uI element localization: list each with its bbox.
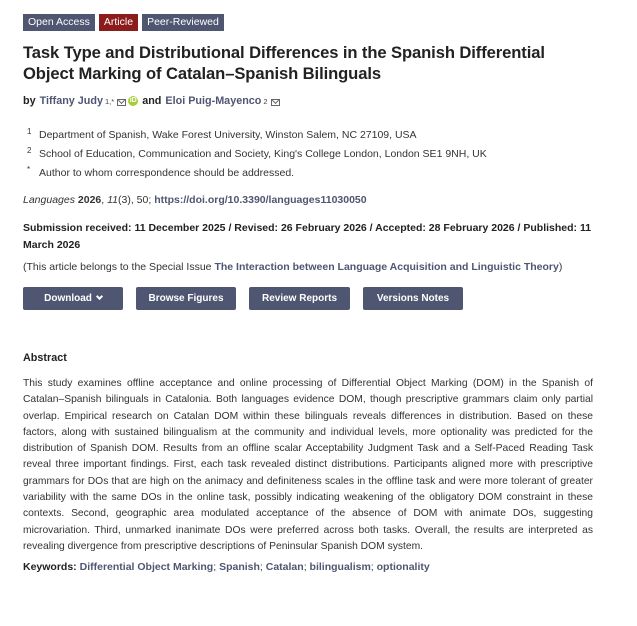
keyword-link[interactable]: Spanish [219,561,260,574]
keywords-label: Keywords: [23,561,77,574]
affiliation-item [23,144,593,163]
publication-dates: Submission received: 11 December 2025 / Revised: 26 February 2026 / Accepted: 28 February 2026 / Published: 11 March 2026 [23,222,592,251]
and-label: and [142,95,162,107]
affiliation-number: 1 [27,127,32,136]
versions-notes-button[interactable]: Versions Notes [363,287,463,310]
article-header [23,14,593,575]
keyword-link[interactable]: Catalan [265,561,304,574]
keyword-separator: ; [370,561,374,574]
action-buttons [23,287,593,310]
author-affil-sup: 2 [263,96,268,106]
affiliations [23,125,593,182]
author-link-puig-mayenco[interactable]: Eloi Puig-Mayenco [165,95,262,107]
keyword-separator: ; [213,561,217,574]
orcid-icon[interactable]: iD [129,97,137,104]
keyword-separator: ; [259,561,263,574]
special-issue-prefix: (This article belongs to the Special Issue [23,261,212,273]
doi-link[interactable]: https://doi.org/10.3390/languages11030050 [154,194,367,206]
email-icon[interactable] [271,99,280,106]
affiliation-text: Author to whom correspondence should be addressed. [39,166,295,179]
author-line [23,94,593,108]
by-label: by [23,95,36,107]
open-access-badge[interactable]: Open Access [23,14,95,31]
citation-issue-pages: (3), 50; [118,194,152,206]
browse-figures-button[interactable]: Browse Figures [136,287,236,310]
special-issue-note [23,261,593,275]
special-issue-link[interactable]: The Interaction between Language Acquisition and Linguistic Theory [214,261,559,273]
journal-name: Languages [23,194,75,206]
author-link-judy[interactable]: Tiffany Judy [39,95,104,107]
special-issue-suffix: ) [558,261,563,273]
badge-row [23,14,593,31]
affiliation-number: * [27,165,31,174]
citation-line: Languages 2026, 11(3), 50; https://doi.org/10.3390/languages11030050 [23,194,367,206]
article-type-badge: Article [99,14,138,31]
affiliation-item [23,125,593,144]
affiliation-text: Department of Spanish, Wake Forest University, Winston Salem, NC 27109, USA [39,128,417,141]
affiliation-item [23,163,593,182]
keyword-link[interactable]: optionality [376,561,430,574]
keyword-link[interactable]: bilingualism [309,561,371,574]
abstract-heading: Abstract [23,352,67,364]
chevron-down-icon [96,293,103,300]
citation-year: 2026 [77,194,102,206]
download-label: Download [44,293,92,304]
email-icon[interactable] [117,99,126,106]
affiliation-number: 2 [27,146,32,155]
article-title: Task Type and Distributional Differences in the Spanish Differential Object Marking of Catalan–Spanish Bilinguals [23,43,545,83]
keywords-line [23,561,593,575]
peer-reviewed-badge[interactable]: Peer-Reviewed [142,14,224,31]
affiliation-text: School of Education, Communication and Society, King's College London, London SE1 9NH, UK [39,147,487,160]
author-affil-sup: 1,* [105,96,115,106]
download-button[interactable] [23,287,123,310]
keyword-separator: ; [303,561,307,574]
citation-volume: 11 [107,194,118,206]
abstract-text: This study examines offline acceptance and online processing of Differential Object Marking (DOM) in the Spanish of Catalan–Spanish bilinguals in Catalonia. Both languages evidence DOM, though prescriptive grammars claim only partial overlap. Empirical research on Catalan DOM within these bilinguals reveals differences in distribution. Based on these factors, along with sustained bilingualism at the community and individual levels, more optionality was predicted for the distribution of Spanish DOM. Results from an offline scalar Acceptability Judgment Task and a Self-Paced Reading Task reveal three important findings. First, each task revealed distinct distributions. Participants aligned more with prescriptive grammars for DOs that are high on the animacy and definiteness scales in the offline task and were more tolerant of greater variability with the same DOs in the online task, possibly indicating weakening of the obligatory DOM constraint in these contexts. Second, geographic area modulated acceptance of the absence of DOM with animate DOs, suggesting microvariation. Third, unmarked inanimate DOs were preferred across both tasks. Overall, the results are interpreted as revealing divergence from prescriptive descriptions of Peninsular Spanish DOM system. [23,378,593,552]
keyword-link[interactable]: Differential Object Marking [79,561,214,574]
review-reports-button[interactable]: Review Reports [249,287,350,310]
